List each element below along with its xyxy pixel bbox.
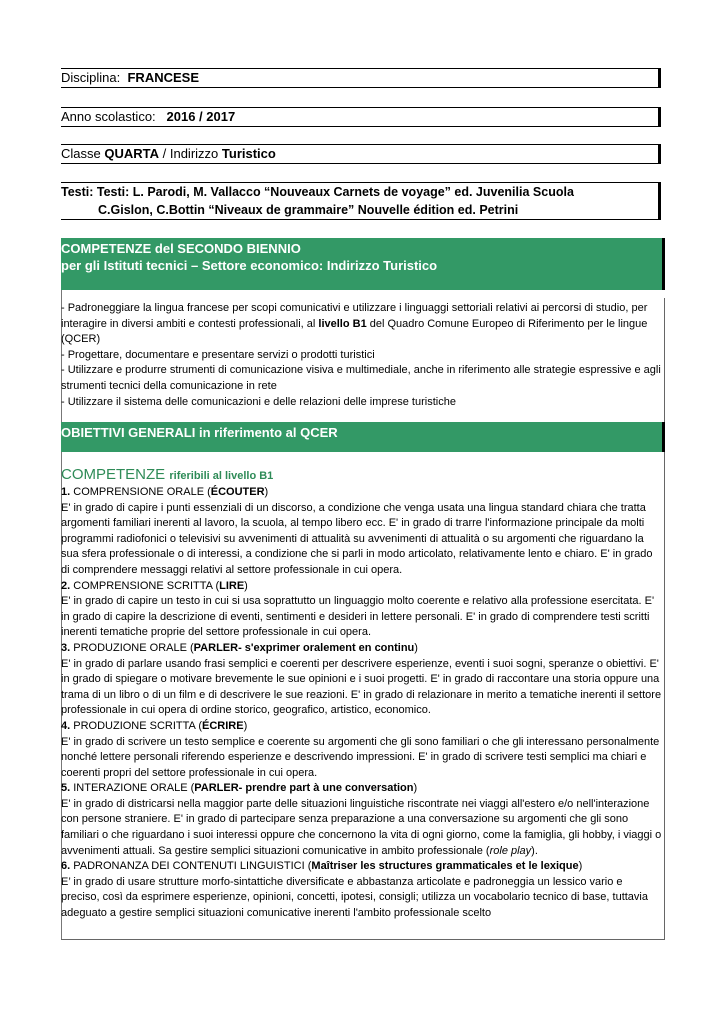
s4-close: ) bbox=[243, 719, 248, 732]
section-3-text: E' in grado di parlare usando frasi semplici e coerenti per descrivere esperienze, eventi i suoi sogni, speranze o obiettivi. E' in grado di spiegare o motivare brevemente le sue opinioni e i suoi progetti. E' in grado di raccontare una storia oppure una trama di un libro o di un film e di descrivere le sue reazioni. E' in grado di relazionare in merito a tematiche inerenti il settore professionale in cui opera di ordine storico, geografico, artistico, economico. bbox=[61, 657, 662, 717]
item1-pre: - Padroneggiare la lingua francese per scopi comunicativi e utilizzare i linguaggi settoriali relativi ai percorsi di studio, per interagire in diversi ambiti e contesti professionali, al bbox=[61, 302, 648, 330]
section-2-text: E' in grado di capire un testo in cui si usa soprattutto un linguaggio molto coerente e relativo alla professione esercitata. E' in grado di capire la descrizione di eventi, sentimenti e desideri in lettere personali. E' in grado di comprendere testi scritti inerenti tematiche proprie del settore professionale in cui opera. bbox=[61, 595, 655, 639]
s1-bold: ÉCOUTER bbox=[210, 486, 265, 498]
competenze-list bbox=[61, 298, 665, 422]
section-4-title bbox=[61, 719, 664, 735]
competenze-small: riferibili al livello B1 bbox=[169, 470, 274, 482]
s3-close: ) bbox=[414, 641, 418, 654]
s5-text-pre: E' in grado di districarsi nella maggior parte delle situazioni linguistiche riscontrate nei viaggi all'estero e/o nell'interazione con persone straniere. E' in grado di partecipare senza preparazione a una conversazione su argomenti che gli sono familiari o che riguardano i suoi interessi oppure che concernono la vita di ogni giorno, come la famiglia, gli hobby, i viaggi o avvenimenti attuali. Sa gestire semplici situazioni comunicative in ambito professionale ( bbox=[61, 797, 662, 857]
s2-bold: LIRE bbox=[219, 579, 245, 592]
item1-post: del Quadro Comune Europeo di Riferimento per le lingue (QCER) bbox=[61, 317, 648, 346]
testi-row bbox=[61, 182, 661, 220]
section-1-text: E' in grado di capire i punti essenziali di un discorso, a condizione che venga usata una lingua standard chiara che tratta argomenti familiari inerenti al lavoro, la scuola, al tempo libero ecc. E' in grado di trarre l'informazione principale da molti programmi radiofonici o televisivi su avvenimenti di attualità su avvenimenti di attualità o su argomenti che riguardano la sua sfera professionale o di interessi, a condizione che si parli in modo articolato, relativamente lento e chiaro. E' in grado di comprendere messaggi relativi al settore professionale in cui opera. bbox=[61, 501, 653, 576]
section-4-text: E' in grado di scrivere un testo semplice e coerente su argomenti che gli sono familiari o che gli interessano personalmente nonché lettere personali riferendo esperienze e descrivendo impressioni. E' in grado di scrivere testi semplici ma chiari e coerenti propri del settore professionale in cui opera. bbox=[61, 735, 660, 779]
section-1-title bbox=[61, 485, 664, 501]
item1-bold: livello B1 bbox=[318, 317, 367, 330]
s5-num: 5. bbox=[61, 782, 71, 795]
s4-num: 4. bbox=[61, 719, 71, 732]
section-6-text: E’ in grado di usare strutture morfo-sintattiche diversificate e abbastanza articolate e padroneggia un lessico vario e preciso, così da esprimere esperienze, opinioni, concetti, ipotesi, consigli; utilizza un vocabolario tecnico di base, tuttavia adeguato a gestire semplici situazioni comunicative inerenti l'ambito professionale scelto bbox=[61, 875, 648, 920]
s2-close: ) bbox=[244, 579, 248, 592]
s5-italic: role play bbox=[489, 844, 532, 857]
competenze-title-1: COMPETENZE del SECONDO BIENNIO bbox=[61, 241, 301, 256]
testi-line-2: C.Gislon, C.Bottin “Niveaux de grammaire” Nouvelle édition ed. Petrini bbox=[98, 203, 519, 217]
s6-bold: Maîtriser les structures grammaticales et le lexique bbox=[311, 860, 579, 873]
s3-num: 3. bbox=[61, 641, 71, 654]
disciplina-row bbox=[61, 68, 661, 88]
competenze-item-3: - Utilizzare e produrre strumenti di comunicazione visiva e multimediale, anche in riferimento alle strategie espressive e agli strumenti tecnici della comunicazione in rete bbox=[61, 364, 661, 392]
section-5-text bbox=[61, 797, 664, 859]
obiettivi-heading bbox=[61, 422, 665, 452]
classe-separator: / Indirizzo bbox=[162, 146, 219, 161]
section-6-title bbox=[61, 859, 664, 875]
s5-close: ) bbox=[413, 782, 418, 795]
s6-num: 6. bbox=[61, 860, 71, 873]
obiettivi-body bbox=[61, 452, 665, 940]
competenze-item-2: - Progettare, documentare e presentare servizi o prodotti turistici bbox=[61, 348, 375, 361]
competenze-heading bbox=[61, 238, 665, 290]
anno-label: Anno scolastico: bbox=[61, 109, 156, 124]
anno-value: 2016 / 2017 bbox=[166, 109, 236, 124]
competenze-title-2: per gli Istituti tecnici – Settore economico: Indirizzo Turistico bbox=[61, 258, 438, 273]
classe-row bbox=[61, 144, 661, 164]
classe-label: Classe bbox=[61, 146, 101, 161]
s5-title: INTERAZIONE ORALE ( bbox=[70, 782, 195, 795]
s2-title: COMPRENSIONE SCRITTA ( bbox=[70, 579, 220, 592]
s2-num: 2. bbox=[61, 579, 71, 592]
classe-value: QUARTA bbox=[104, 146, 160, 161]
competenze-b1-heading bbox=[61, 466, 664, 485]
s5-text-post: ). bbox=[531, 844, 538, 857]
section-3-title bbox=[61, 641, 664, 657]
competenze-item-4: - Utilizzare il sistema delle comunicazioni e delle relazioni delle imprese turistiche bbox=[61, 395, 456, 408]
obiettivi-title: OBIETTIVI GENERALI in riferimento al QCER bbox=[61, 425, 338, 440]
s6-title: PADRONANZA DEI CONTENUTI LINGUISTICI ( bbox=[70, 860, 312, 873]
competenze-item-1 bbox=[61, 301, 664, 348]
section-5-title bbox=[61, 781, 664, 797]
s1-num: 1. bbox=[61, 486, 71, 498]
s5-bold: PARLER- prendre part à une conversation bbox=[194, 782, 414, 795]
anno-row bbox=[61, 107, 661, 127]
s4-title: PRODUZIONE SCRITTA ( bbox=[70, 719, 202, 732]
s6-close: ) bbox=[578, 860, 583, 873]
testi-line-1: Testi: Testi: L. Parodi, M. Vallacco “Nouveaux Carnets de voyage” ed. Juvenilia Scuola bbox=[61, 185, 574, 199]
disciplina-label: Disciplina: bbox=[61, 70, 121, 85]
s1-title: COMPRENSIONE ORALE ( bbox=[70, 486, 211, 498]
section-2-title bbox=[61, 579, 664, 595]
s1-close: ) bbox=[264, 486, 269, 498]
s3-title: PRODUZIONE ORALE ( bbox=[70, 641, 194, 654]
competenze-big: COMPETENZE bbox=[61, 466, 166, 483]
s4-bold: ÉCRIRE bbox=[202, 719, 244, 732]
disciplina-value: FRANCESE bbox=[127, 70, 199, 85]
s3-bold: PARLER- s'exprimer oralement en continu bbox=[193, 641, 415, 654]
indirizzo-value: Turistico bbox=[221, 146, 276, 161]
